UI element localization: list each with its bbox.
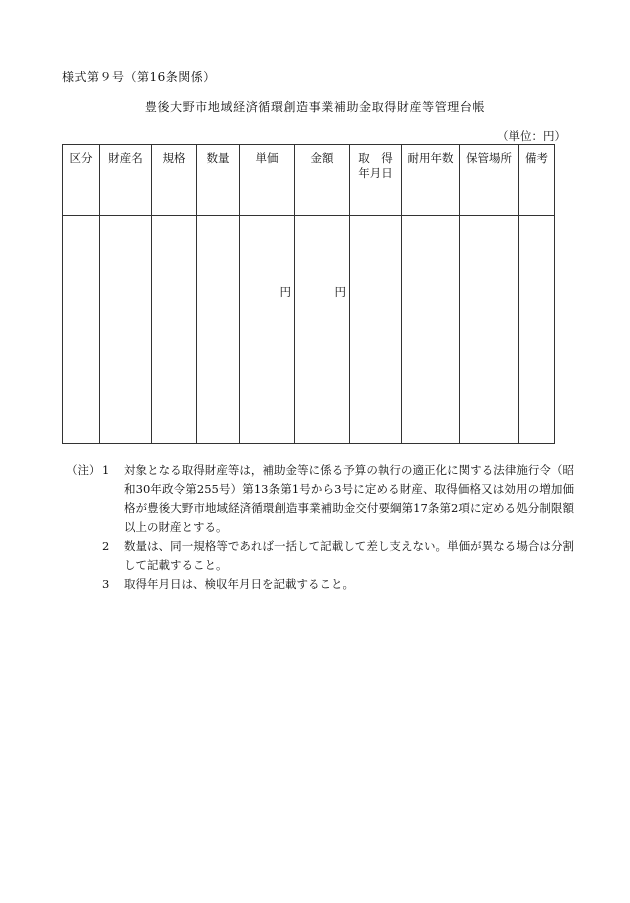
col-header-quantity: 数量 xyxy=(197,145,240,216)
col-header-amount: 金額 xyxy=(295,145,350,216)
cell-unit-price xyxy=(240,216,295,444)
note-text: 数量は、同一規格等であれば一括して記載して差し支えない。単価が異なる場合は分割して記載すること。 xyxy=(124,539,574,572)
table-header-row xyxy=(63,145,555,216)
cell-category xyxy=(63,216,100,444)
cell-storage-location xyxy=(460,216,519,444)
col-header-asset-name: 財産名 xyxy=(100,145,152,216)
cell-remarks xyxy=(519,216,555,444)
cell-amount xyxy=(295,216,350,444)
col-header-acquisition-date xyxy=(350,145,402,216)
note-item xyxy=(66,537,574,575)
cell-useful-life xyxy=(402,216,460,444)
cell-specification xyxy=(152,216,197,444)
col-header-unit-price: 単価 xyxy=(240,145,295,216)
unit-price-yen-marker: 円 xyxy=(279,285,291,299)
note-number: 1 xyxy=(102,463,110,477)
asset-ledger-table xyxy=(62,144,555,444)
col-header-storage-location: 保管場所 xyxy=(460,145,519,216)
note-number: 2 xyxy=(102,539,110,553)
note-item xyxy=(66,575,574,594)
note-number: 3 xyxy=(102,577,110,591)
notes-prefix: （注） xyxy=(66,463,101,477)
acquisition-date-line2: 年月日 xyxy=(358,166,393,180)
amount-yen-marker: 円 xyxy=(334,285,346,299)
table-row xyxy=(63,216,555,444)
col-header-specification: 規格 xyxy=(152,145,197,216)
note-text: 取得年月日は、検収年月日を記載すること。 xyxy=(124,577,354,591)
col-header-remarks: 備考 xyxy=(519,145,555,216)
cell-acquisition-date xyxy=(350,216,402,444)
note-text: 対象となる取得財産等は，補助金等に係る予算の執行の適正化に関する法律施行令（昭和30年政令第255号）第13条第1号から3号に定める財産、取得価格又は効用の増加価格が豊後大野市地域経済循環創造事業補助金交付要綱第17条第2項に定める処分制限額以上の財産とする。 xyxy=(124,463,574,534)
col-header-useful-life: 耐用年数 xyxy=(402,145,460,216)
cell-asset-name xyxy=(100,216,152,444)
col-header-category: 区分 xyxy=(63,145,100,216)
document-title: 豊後大野市地域経済循環創造事業補助金取得財産等管理台帳 xyxy=(144,100,486,114)
unit-note: （単位：円） xyxy=(497,129,566,143)
form-number: 様式第９号（第16条関係） xyxy=(62,70,216,84)
cell-quantity xyxy=(197,216,240,444)
notes-section xyxy=(66,461,574,594)
acquisition-date-line1: 取 得 xyxy=(358,151,393,165)
note-item xyxy=(66,461,574,537)
